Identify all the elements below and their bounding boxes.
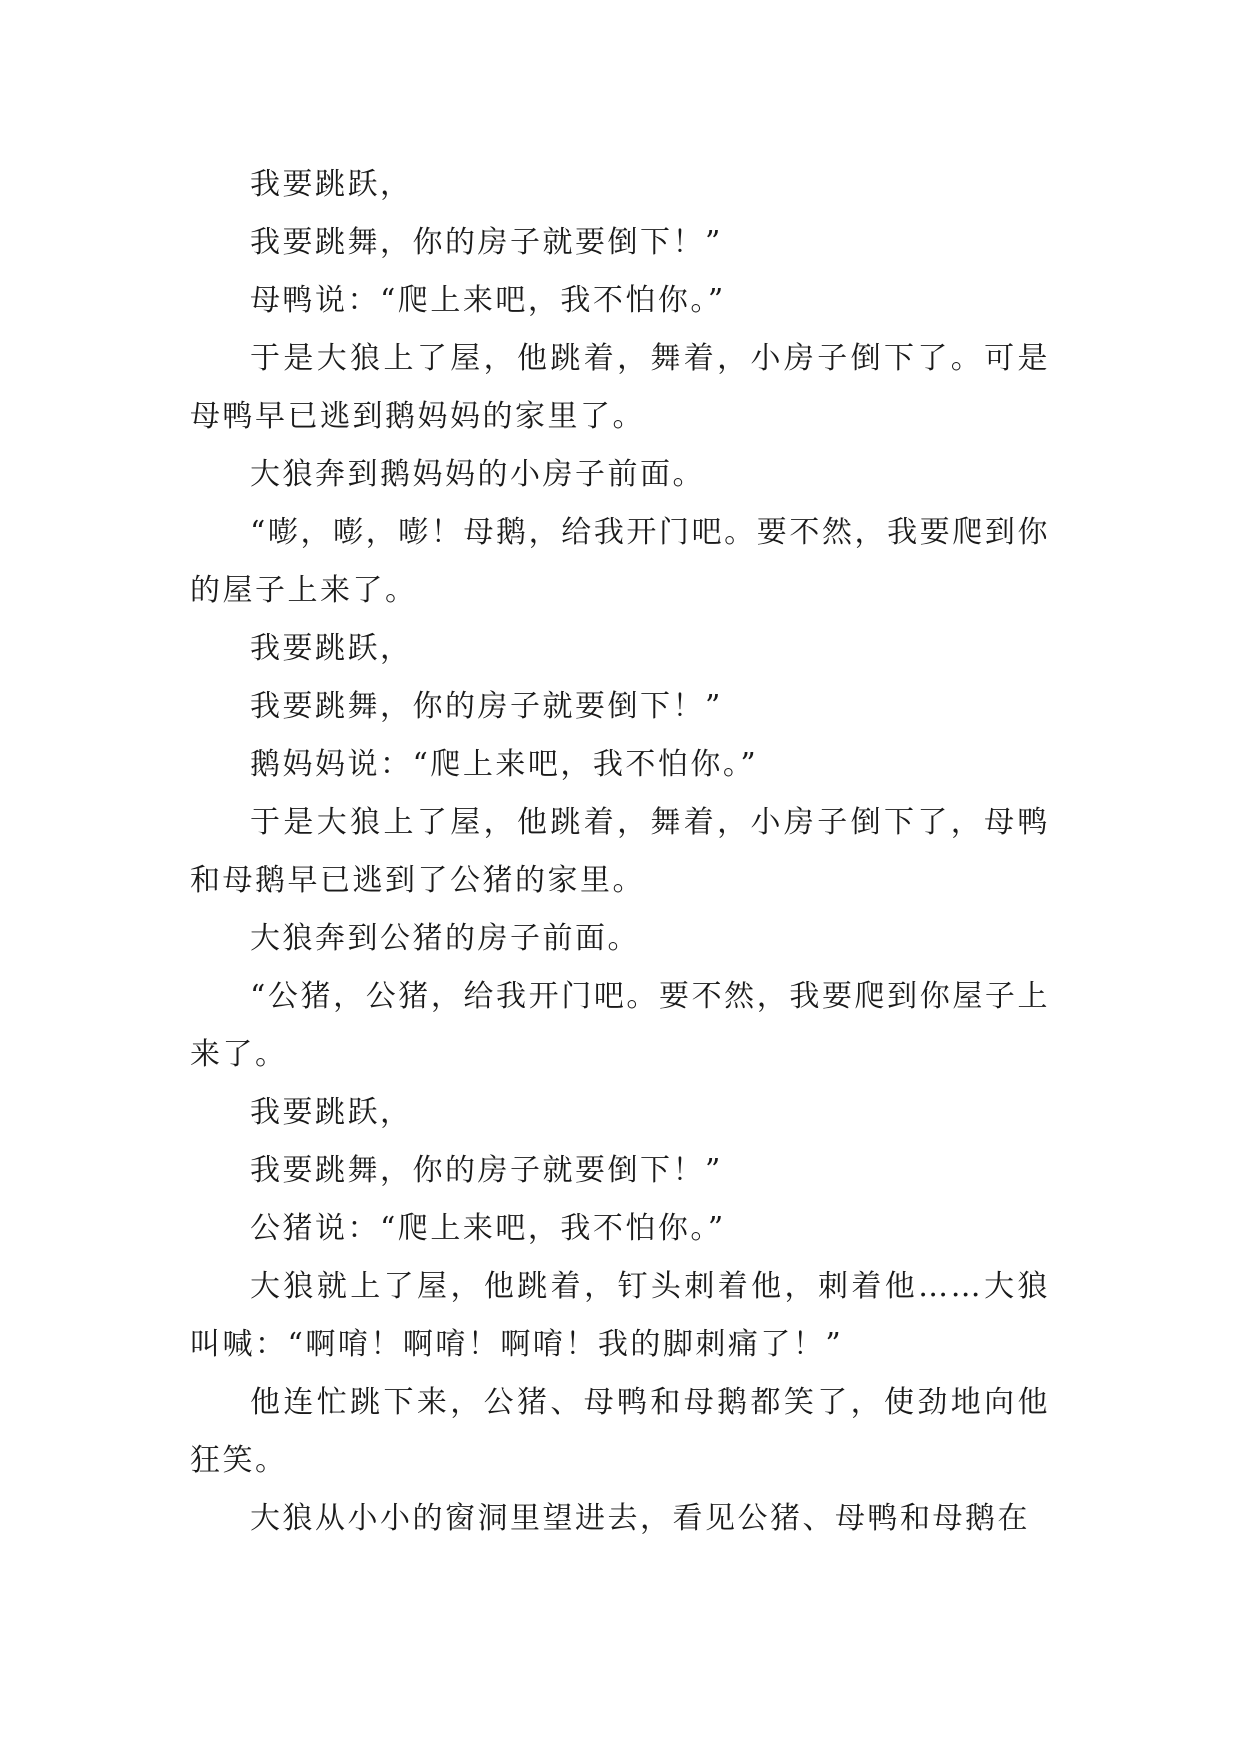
body-text	[190, 156, 1050, 1548]
paragraph: 鹅妈妈说：“爬上来吧，我不怕你。”	[250, 747, 759, 782]
paragraph: “公猪，公猪，给我开门吧。要不然，我要爬到你屋子上来了。	[190, 979, 1050, 1072]
paragraph: 母鸭说：“爬上来吧，我不怕你。”	[250, 283, 726, 318]
paragraph: 我要跳跃，	[250, 167, 413, 202]
paragraph: 大狼奔到鹅妈妈的小房子前面。	[250, 457, 705, 492]
paragraph: 我要跳舞，你的房子就要倒下！”	[250, 225, 723, 260]
paragraph: 我要跳舞，你的房子就要倒下！”	[250, 689, 723, 724]
paragraph: 他连忙跳下来，公猪、母鸭和母鹅都笑了，使劲地向他狂笑。	[190, 1385, 1050, 1478]
paragraph: 我要跳跃，	[250, 1095, 413, 1130]
paragraph: 大狼从小小的窗洞里望进去，看见公猪、母鸭和母鹅在	[250, 1501, 1030, 1536]
paragraph: 我要跳舞，你的房子就要倒下！”	[250, 1153, 723, 1188]
paragraph: 于是大狼上了屋，他跳着，舞着，小房子倒下了，母鸭和母鹅早已逃到了公猪的家里。	[190, 805, 1050, 898]
paragraph: 大狼就上了屋，他跳着，钉头刺着他，刺着他……大狼叫喊：“啊唷！啊唷！啊唷！我的脚刺痛了！”	[190, 1269, 1050, 1362]
paragraph: 于是大狼上了屋，他跳着，舞着，小房子倒下了。可是母鸭早已逃到鹅妈妈的家里了。	[190, 341, 1050, 434]
paragraph: 大狼奔到公猪的房子前面。	[250, 921, 640, 956]
paragraph: 我要跳跃，	[250, 631, 413, 666]
paragraph: “嘭，嘭，嘭！母鹅，给我开门吧。要不然，我要爬到你的屋子上来了。	[190, 515, 1050, 608]
paragraph: 公猪说：“爬上来吧，我不怕你。”	[250, 1211, 726, 1246]
